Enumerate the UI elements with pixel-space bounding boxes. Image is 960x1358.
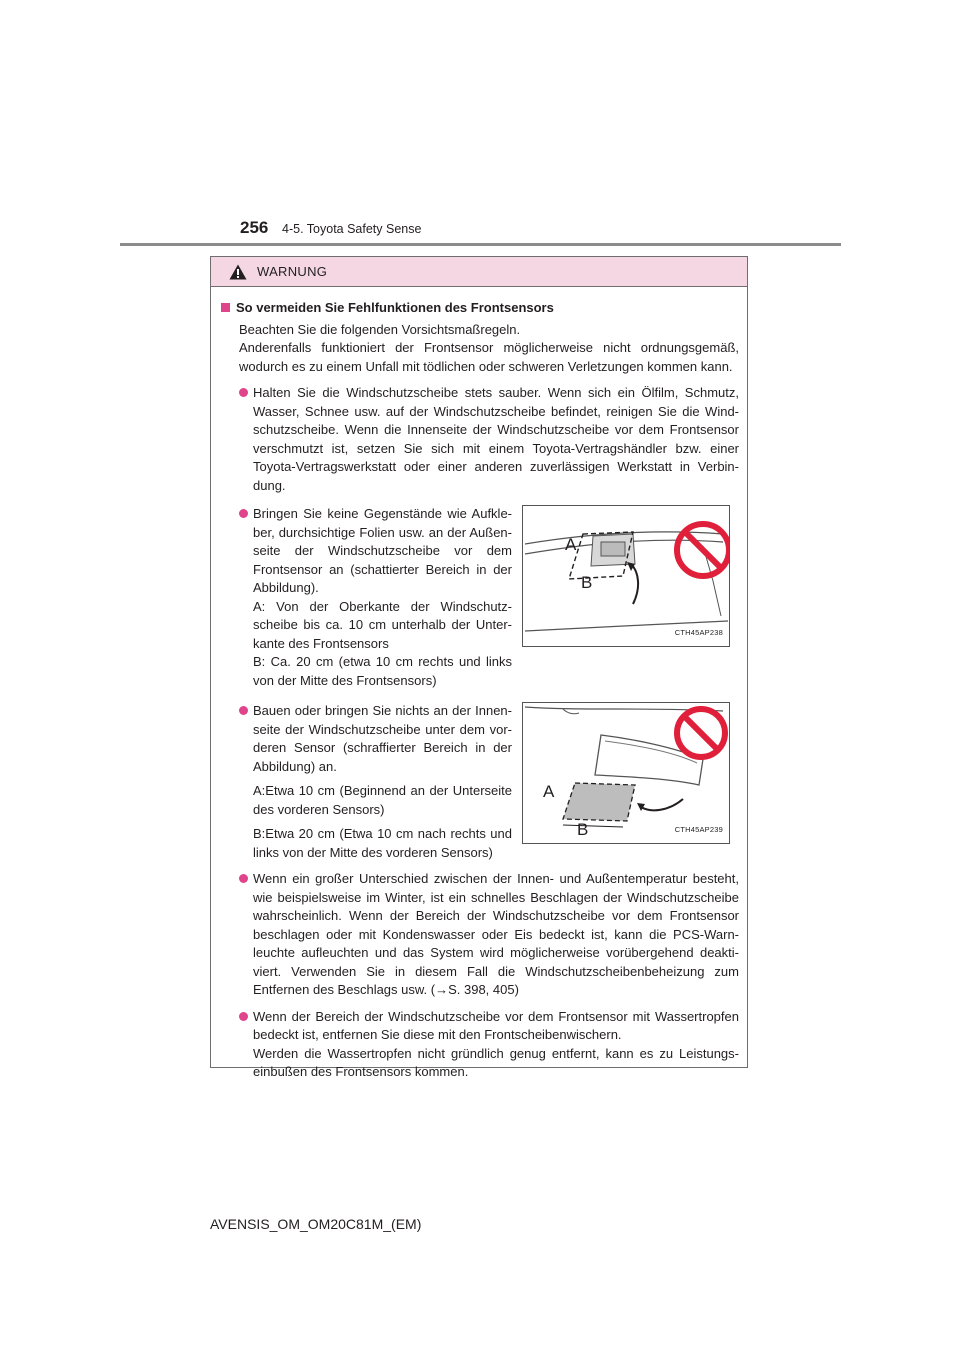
- bullet-dot-icon: [239, 388, 248, 397]
- bullet-2-main: Bringen Sie keine Gegenstände wie Aufkle-ber, durchsichtige Folien usw. an der Außen-seite der Windschutzscheibe vor dem Frontsensor an (schattierter Bereich in der Abbildung).: [253, 506, 512, 595]
- page-number: 256: [240, 218, 269, 237]
- header-rule: [120, 243, 841, 246]
- bullet-3-main: Bauen oder bringen Sie nichts an der Innen-seite der Windschutzscheibe unter dem vor-deren Sensor (schraffierter Bereich in der Abbildung) an.: [253, 703, 512, 774]
- warning-heading: [221, 299, 739, 318]
- bullet-dot-icon: [239, 1012, 248, 1021]
- bullet-5-detail: Werden die Wassertropfen nicht gründlich genug entfernt, kann es zu Leistungs-einbußen des Frontsensors kommen.: [253, 1045, 739, 1079]
- intro-line-1: Beachten Sie die folgenden Vorsichtsmaßregeln.: [239, 321, 521, 337]
- figure-label-b: B: [581, 573, 593, 592]
- warning-header: [211, 257, 747, 287]
- figure-label-a: A: [565, 535, 577, 554]
- bullet-5-main: Wenn der Bereich der Windschutzscheibe vor dem Frontsensor mit Wassertropfen bedeckt ist, entfernen Sie diese mit den Frontscheibenwischern.: [253, 1008, 739, 1042]
- bullet-dot-icon: [239, 874, 248, 883]
- bullet-2-columns: [253, 505, 730, 690]
- bullet-text-3: [253, 702, 512, 862]
- bullet-item-2: [239, 505, 739, 690]
- square-bullet-icon: [221, 303, 230, 312]
- section-title: 4-5. Toyota Safety Sense: [282, 222, 422, 236]
- bullet-dot-icon: [239, 706, 248, 715]
- intro-line-2: Anderenfalls funktioniert der Frontsensor möglicherweise nicht ordnungsgemäß, wodurch es zu einem Unfall mit tödlichen oder schweren Verletzungen kommen kann.: [239, 340, 739, 374]
- figure-windshield-exterior: [522, 505, 730, 647]
- bullet-item-4: [239, 870, 739, 1000]
- bullet-3-detail-a: A:Etwa 10 cm (Beginnend an der Unterseite des vorderen Sensors): [253, 783, 512, 817]
- bullet-text-1: Halten Sie die Windschutzscheibe stets sauber. Wenn sich ein Ölfilm, Schmutz, Wasser, Schnee usw. auf der Windschutzscheibe befindet, reinigen Sie die Wind-schutzscheibe. Wenn die Innenseite der Windschutzscheibe vor dem Frontsensor verschmutzt ist, setzen Sie sich mit einem Toyota-Vertragshändler bzw. einer Toyota-Vertragswerkstatt oder einer anderen zuverlässigen Werkstatt in Verbin-dung.: [253, 385, 739, 493]
- figure-label-b: B: [577, 820, 589, 839]
- warning-content: [211, 287, 747, 1082]
- footer-manual-id: AVENSIS_OM_OM20C81M_(EM): [210, 1216, 422, 1232]
- bullet-3-columns: [253, 702, 730, 862]
- figure-code: CTH45AP238: [674, 627, 723, 637]
- bullet-text-5: [253, 1008, 739, 1082]
- bullet-2-detail-a: A: Von der Oberkante der Windschutz-scheibe bis ca. 10 cm unterhalb der Unter-kante des Frontsensors: [253, 598, 512, 651]
- bullet-text-2: [253, 505, 512, 690]
- bullet-item-3: [239, 702, 739, 862]
- bullet-dot-icon: [239, 509, 248, 518]
- figure-label-a: A: [543, 782, 555, 801]
- warning-triangle-icon: [229, 264, 247, 280]
- warning-title: WARNUNG: [257, 264, 328, 279]
- figure-code: CTH45AP239: [674, 824, 723, 834]
- bullet-item-5: [239, 1008, 739, 1082]
- bullet-text-4: Wenn ein großer Unterschied zwischen der Innen- und Außentemperatur besteht, wie beispielsweise im Winter, ist ein schnelles Beschlagen der Windschutzscheibe wahrscheinlich. Wenn der Bereich der Windschutzscheibe vor dem Frontsensor beschlagen oder mit Kondenswasser oder Eis bedeckt ist, kann die PCS-Warn-leuchte aufleuchten und das System wird möglicherweise vorübergehend deakti-viert. Verwenden Sie in diesem Fall die Windschutzscheibenbeheizung zum Entfernen des Beschlags usw. (→S. 398, 405): [253, 871, 739, 997]
- figure-windshield-interior: [522, 702, 730, 844]
- warning-heading-text: So vermeiden Sie Fehlfunktionen des Frontsensors: [236, 300, 554, 315]
- bullet-2-detail-b: B: Ca. 20 cm (etwa 10 cm rechts und links von der Mitte des Frontsensors): [253, 654, 512, 688]
- bullet-3-detail-b: B:Etwa 20 cm (Etwa 10 cm nach rechts und links von der Mitte des vorderen Sensors): [253, 826, 512, 860]
- bullet-item-1: [239, 384, 739, 495]
- warning-box: [210, 256, 748, 1079]
